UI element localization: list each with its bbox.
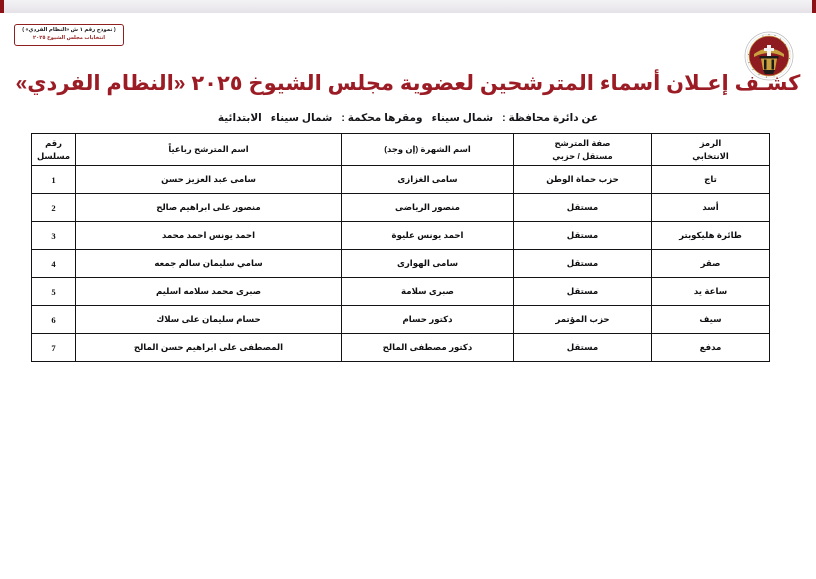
candidate-full-name: منصور على ابراهيم صالح xyxy=(76,194,342,222)
table-body xyxy=(32,166,770,362)
candidate-status: مستقل xyxy=(514,278,652,306)
candidate-serial: 2 xyxy=(32,194,76,222)
subtitle-governorate-label: عن دائرة محافظة : xyxy=(502,112,599,124)
candidate-status: مستقل xyxy=(514,334,652,362)
candidate-symbol: صقر xyxy=(652,250,770,278)
candidate-status: حزب المؤتمر xyxy=(514,306,652,334)
candidate-full-name: حسام سليمان على سلاك xyxy=(76,306,342,334)
page-edge-sliver-right xyxy=(812,0,816,13)
table-row xyxy=(32,194,770,222)
candidate-serial: 3 xyxy=(32,222,76,250)
candidates-table xyxy=(31,133,770,362)
candidate-symbol: طائرة هليكوبتر xyxy=(652,222,770,250)
column-header-fame-line1: اسم الشهرة (إن وجد) xyxy=(384,144,471,155)
column-header-status xyxy=(514,134,652,166)
candidate-fame-name: دكتور حسام xyxy=(342,306,514,334)
subtitle-court-suffix: الابتدائية xyxy=(217,112,262,124)
candidate-fame-name: منصور الرياضى xyxy=(342,194,514,222)
candidate-fame-name: احمد يونس عليوة xyxy=(342,222,514,250)
table-row xyxy=(32,334,770,362)
candidate-fame-name: سامى الغزازى xyxy=(342,166,514,194)
table-header xyxy=(32,134,770,166)
subtitle-governorate-value: شمال سيناء xyxy=(431,112,494,124)
table-row xyxy=(32,250,770,278)
table-row xyxy=(32,166,770,194)
candidate-serial: 6 xyxy=(32,306,76,334)
page-edge-sliver-left xyxy=(0,0,4,13)
subtitle-court-value: شمال سيناء xyxy=(270,112,333,124)
form-number-line2: انتخابات مجلس الشيوخ ٢٠٢٥ xyxy=(32,34,106,41)
column-header-status-line1: صفة المترشح xyxy=(554,138,611,149)
column-header-symbol-line1: الرمز xyxy=(699,138,722,149)
subtitle-court-label: ومقرها محكمة : xyxy=(341,112,423,124)
candidate-symbol: ساعة يد xyxy=(652,278,770,306)
column-header-name-line1: اسم المترشح رباعياً xyxy=(168,144,249,155)
column-header-serial-line2: مسلسل xyxy=(36,150,71,161)
document-sheet xyxy=(0,13,816,579)
candidate-serial: 7 xyxy=(32,334,76,362)
page-title: كشـف إعـلان أسماء المترشحين لعضوية مجلس الشيوخ ٢٠٢٥ «النظام الفردي» xyxy=(15,72,801,95)
candidate-symbol: تاج xyxy=(652,166,770,194)
candidate-fame-name: صبرى سلامة xyxy=(342,278,514,306)
candidate-symbol: سيف xyxy=(652,306,770,334)
column-header-name xyxy=(76,134,342,166)
candidate-status: حزب حماة الوطن xyxy=(514,166,652,194)
table-header-row xyxy=(32,134,770,166)
column-header-status-line2: مستقل / حزبي xyxy=(552,150,613,161)
table-row xyxy=(32,278,770,306)
candidate-full-name: المصطفى على ابراهيم حسن المالح xyxy=(76,334,342,362)
form-number-line1: ( نموذج رقم ١ ش «النظام الفردي» ) xyxy=(22,27,116,33)
viewer-top-band xyxy=(0,0,816,14)
candidate-symbol: مدفع xyxy=(652,334,770,362)
column-header-fame xyxy=(342,134,514,166)
candidate-serial: 1 xyxy=(32,166,76,194)
table-row xyxy=(32,222,770,250)
candidate-status: مستقل xyxy=(514,194,652,222)
candidate-serial: 4 xyxy=(32,250,76,278)
column-header-serial xyxy=(32,134,76,166)
candidates-table-container xyxy=(32,133,770,362)
candidate-full-name: صبرى محمد سلامه اسليم xyxy=(76,278,342,306)
page-subtitle xyxy=(0,112,816,124)
candidate-fame-name: دكتور مصطفى المالح xyxy=(342,334,514,362)
candidate-full-name: سامي سليمان سالم جمعه xyxy=(76,250,342,278)
candidate-serial: 5 xyxy=(32,278,76,306)
column-header-serial-line1: رقم xyxy=(45,138,62,149)
candidate-full-name: سامى عبد العزيز حسن xyxy=(76,166,342,194)
candidate-symbol: أسد xyxy=(652,194,770,222)
candidate-status: مستقل xyxy=(514,222,652,250)
candidate-fame-name: سامى الهوارى xyxy=(342,250,514,278)
candidate-status: مستقل xyxy=(514,250,652,278)
form-number-box xyxy=(14,24,124,46)
table-row xyxy=(32,306,770,334)
candidate-full-name: احمد يونس احمد محمد xyxy=(76,222,342,250)
column-header-symbol xyxy=(652,134,770,166)
column-header-symbol-line2: الانتخابي xyxy=(692,150,729,161)
